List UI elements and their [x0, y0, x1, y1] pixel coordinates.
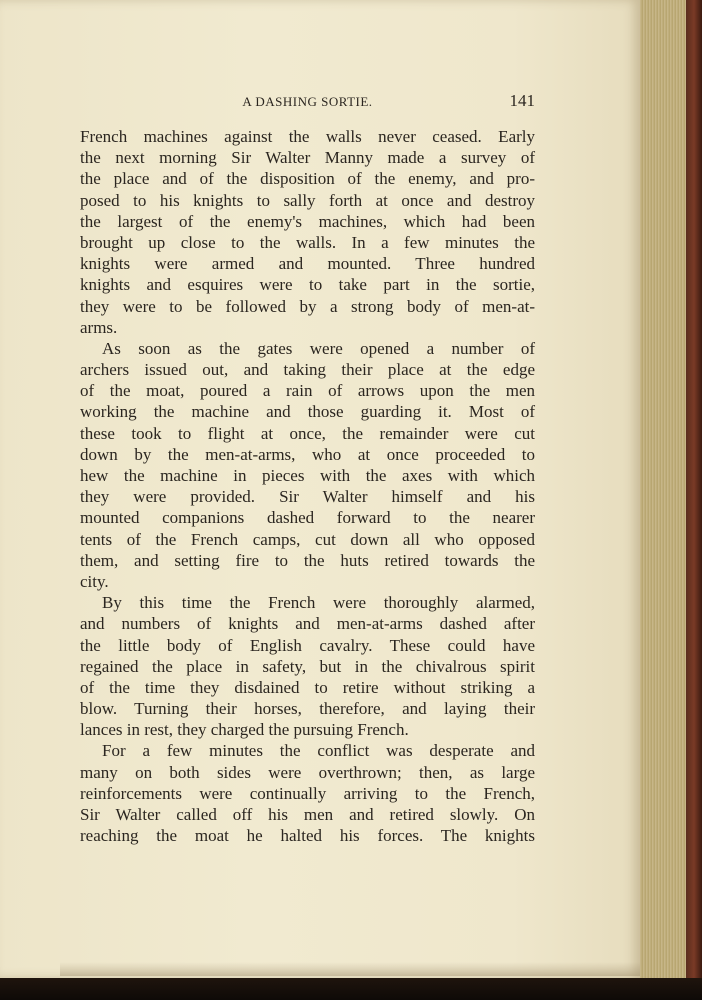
text-line: lances in rest, they charged the pursuing French. — [80, 720, 409, 740]
text-line: down by the men-at-arms, who at once proceeded to — [80, 444, 535, 464]
text-line: the place and of the disposition of the enemy, and pro- — [80, 169, 535, 189]
page-edges — [640, 0, 702, 1000]
text-line: them, and setting fire to the huts retired towards the — [80, 550, 535, 570]
text-line: working the machine and those guarding it. Most of — [80, 402, 535, 422]
text-line: of the moat, poured a rain of arrows upon the men — [80, 381, 535, 401]
text-line: these took to flight at once, the remainder were cut — [80, 423, 535, 443]
text-line: Sir Walter called off his men and retired slowly. On — [80, 805, 535, 824]
book-bottom-edge — [0, 978, 702, 1000]
text-line: archers issued out, and taking their place at the edge — [80, 360, 535, 380]
text-line: the largest of the enemy's machines, which had been — [80, 211, 535, 231]
page-header — [80, 90, 535, 114]
text-line: tents of the French camps, cut down all who opposed — [80, 529, 535, 549]
text-line: reinforcements were continually arriving to the French, — [80, 783, 535, 803]
text-line: of the time they disdained to retire without striking a — [80, 677, 535, 697]
text-line: knights were armed and mounted. Three hundred — [80, 254, 535, 274]
text-line: regained the place in safety, but in the chivalrous spirit — [80, 656, 535, 676]
text-line: they were provided. Sir Walter himself and his — [80, 487, 535, 507]
text-line: city. — [80, 571, 109, 591]
text-line: the little body of English cavalry. These could have — [80, 635, 535, 655]
text-line: they were to be followed by a strong body of men-at- — [80, 296, 535, 316]
text-line: knights and esquires were to take part in the sortie, — [80, 275, 535, 295]
text-line: arms. — [80, 317, 118, 337]
text-line: reaching the moat he halted his forces. The knights — [80, 826, 535, 846]
page-number: 141 — [509, 91, 535, 110]
body-text — [80, 126, 535, 846]
text-line: By this time the French were thoroughly alarmed, — [102, 593, 535, 613]
text-line: French machines against the walls never ceased. Early — [80, 127, 535, 146]
text-line: hew the machine in pieces with the axes with which — [80, 466, 535, 485]
text-line: brought up close to the walls. In a few minutes the — [80, 232, 535, 252]
text-line: mounted companions dashed forward to the nearer — [80, 508, 535, 528]
running-title: A DASHING SORTIE. — [242, 94, 373, 109]
text-line: and numbers of knights and men-at-arms dashed after — [80, 614, 535, 634]
text-line: many on both sides were overthrown; then, as large — [80, 762, 535, 782]
text-line: For a few minutes the conflict was desperate and — [102, 741, 535, 761]
text-line: As soon as the gates were opened a number of — [102, 338, 535, 358]
text-line: blow. Turning their horses, therefore, and laying their — [80, 699, 535, 719]
page-bottom-shadow — [60, 962, 640, 976]
text-line: the next morning Sir Walter Manny made a survey of — [80, 148, 535, 168]
text-line: posed to his knights to sally forth at once and destroy — [80, 190, 535, 210]
